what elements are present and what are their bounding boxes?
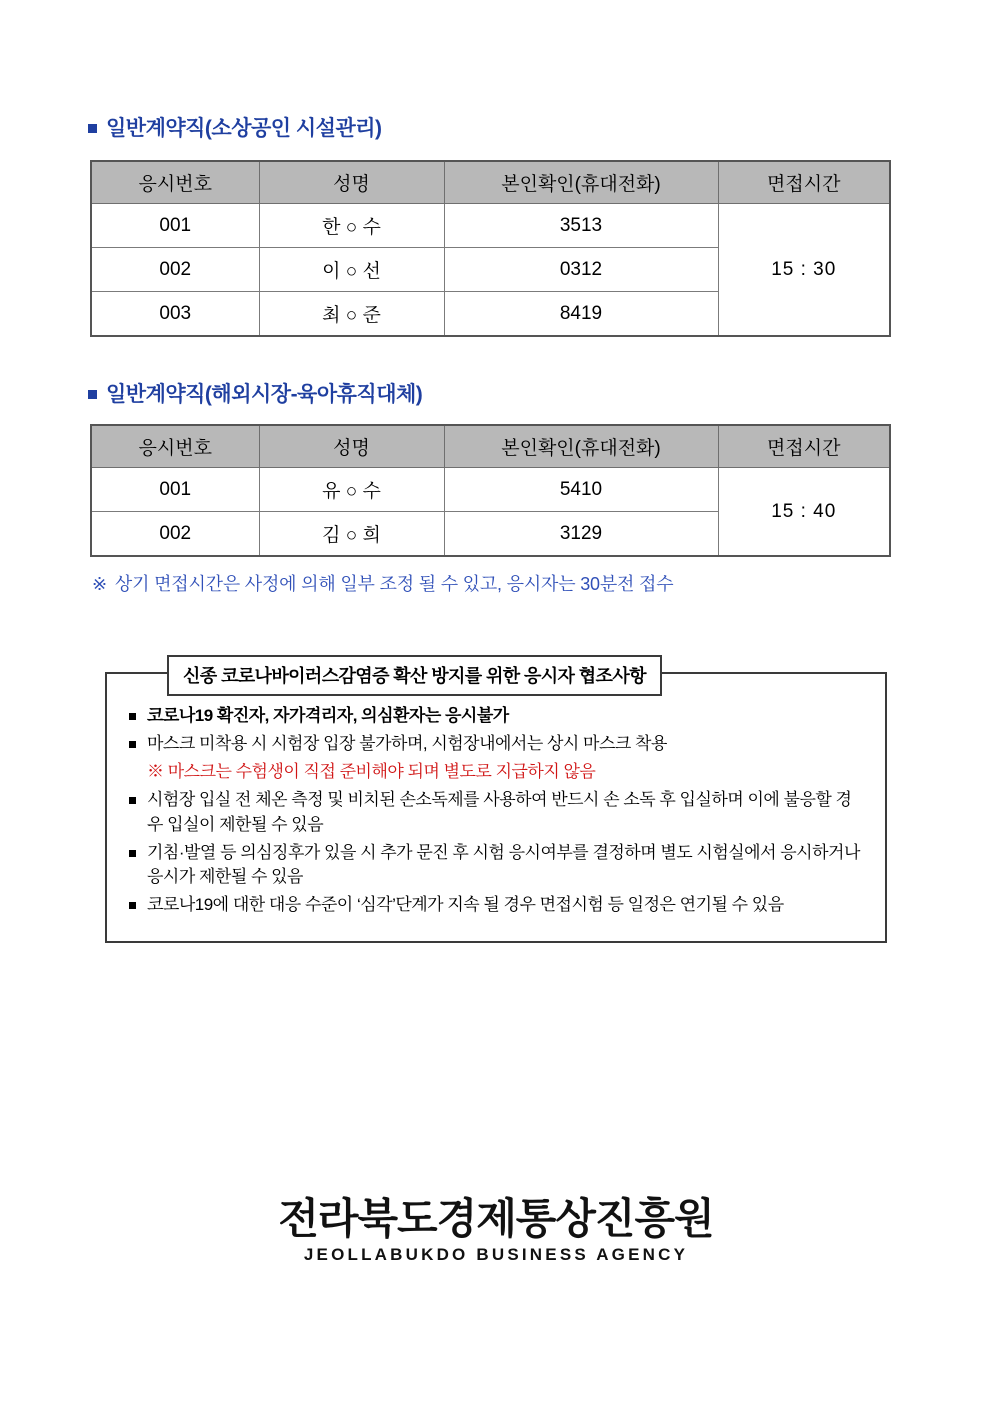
- column-header-phone: 본인확인(휴대전화): [444, 425, 718, 468]
- section-heading-2-label: 일반계약직(해외시장-육아휴직대체): [106, 383, 423, 406]
- table-row: [91, 204, 890, 248]
- column-header-time: 면접시간: [718, 425, 890, 468]
- footer-logo: [0, 1194, 992, 1265]
- column-header-name: 성명: [259, 161, 444, 204]
- column-header-name: 성명: [259, 425, 444, 468]
- cell-name: 유 ○ 수: [259, 468, 444, 512]
- cell-no: 002: [91, 512, 259, 557]
- section-heading-1: [88, 112, 382, 142]
- covid-notice-title: 신종 코로나바이러스감염증 확산 방지를 위한 응시자 협조사항: [167, 655, 662, 696]
- organization-name-en: JEOLLABUKDO BUSINESS AGENCY: [303, 1245, 689, 1264]
- interview-time-note-text: 상기 면접시간은 사정에 의해 일부 조정 될 수 있고, 응시자는 30분전 접수: [114, 574, 674, 594]
- cell-no: 001: [91, 204, 259, 248]
- interview-time-note: [92, 570, 673, 596]
- cell-name: 최 ○ 준: [259, 292, 444, 337]
- cell-name: 한 ○ 수: [259, 204, 444, 248]
- cell-phone: 5410: [444, 468, 718, 512]
- covid-notice-section: [105, 666, 887, 943]
- list-item: [127, 704, 863, 728]
- table-header-row: [91, 425, 890, 468]
- list-item: [127, 841, 863, 889]
- organization-name-ko: 전라북도경제통상진흥원: [278, 1194, 714, 1242]
- list-item-text: 마스크 미착용 시 시험장 입장 불가하며, 시험장내에서는 상시 마스크 착용: [147, 734, 667, 754]
- cell-no: 002: [91, 248, 259, 292]
- section-heading-2: [88, 378, 422, 408]
- roster-table-1: [90, 160, 891, 337]
- section-heading-1-label: 일반계약직(소상공인 시설관리): [106, 117, 382, 140]
- list-item-text: 코로나19에 대한 대응 수준이 ‘심각’단계가 지속 될 경우 면접시험 등 일정은 연기될 수 있음: [147, 894, 784, 914]
- covid-notice-list: [127, 704, 863, 917]
- list-item: [127, 788, 863, 836]
- table-header-row: [91, 161, 890, 204]
- list-item: [127, 893, 863, 917]
- cell-interview-time: 15 : 30: [718, 204, 890, 337]
- cell-name: 김 ○ 희: [259, 512, 444, 557]
- table-row: [91, 468, 890, 512]
- square-bullet-icon: [88, 124, 97, 133]
- cell-phone: 8419: [444, 292, 718, 337]
- list-item: [127, 732, 863, 756]
- covid-notice-box: [105, 672, 887, 943]
- column-header-phone: 본인확인(휴대전화): [444, 161, 718, 204]
- list-subitem-text: ※ 마스크는 수험생이 직접 준비해야 되며 별도로 지급하지 않음: [147, 762, 596, 782]
- roster-table-2: [90, 424, 891, 557]
- list-item-text: 코로나19 확진자, 자가격리자, 의심환자는 응시불가: [147, 706, 509, 725]
- cell-phone: 3129: [444, 512, 718, 557]
- column-header-no: 응시번호: [91, 425, 259, 468]
- cell-name: 이 ○ 선: [259, 248, 444, 292]
- list-item-text: 시험장 입실 전 체온 측정 및 비치된 손소독제를 사용하여 반드시 손 소독 후 입실하며 이에 불응할 경우 입실이 제한될 수 있음: [147, 790, 852, 834]
- column-header-time: 면접시간: [718, 161, 890, 204]
- cell-interview-time: 15 : 40: [718, 468, 890, 557]
- list-subitem: [127, 760, 863, 784]
- reference-mark-icon: ※: [92, 574, 107, 594]
- cell-no: 003: [91, 292, 259, 337]
- cell-phone: 3513: [444, 204, 718, 248]
- cell-no: 001: [91, 468, 259, 512]
- column-header-no: 응시번호: [91, 161, 259, 204]
- cell-phone: 0312: [444, 248, 718, 292]
- list-item-text: 기침·발열 등 의심징후가 있을 시 추가 문진 후 시험 응시여부를 결정하며 별도 시험실에서 응시하거나 응시가 제한될 수 있음: [147, 842, 860, 886]
- square-bullet-icon: [88, 390, 97, 399]
